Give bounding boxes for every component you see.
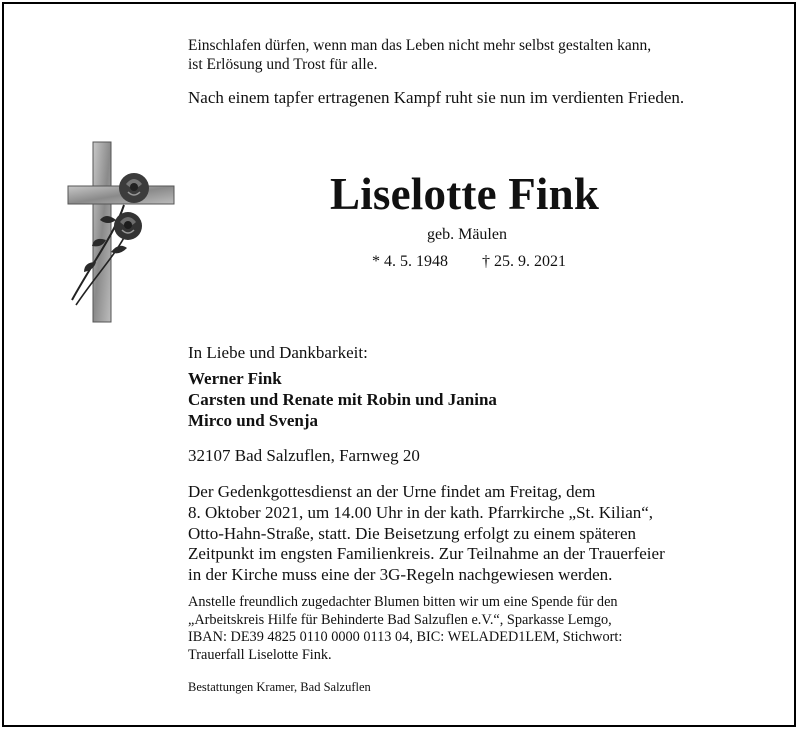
death-date: † 25. 9. 2021: [482, 253, 566, 270]
mourners-list: [188, 368, 497, 431]
mourners-address: 32107 Bad Salzuflen, Farnweg 20: [188, 446, 420, 465]
donation-line: Trauerfall Liselotte Fink.: [188, 646, 332, 663]
donation-text: [188, 594, 622, 664]
undertaker: Bestattungen Kramer, Bad Salzuflen: [188, 680, 371, 694]
motto: [188, 36, 651, 74]
donation-line: IBAN: DE39 4825 0110 0000 0113 04, BIC: WELADED1LEM, Stichwort:: [188, 629, 623, 645]
mourner-name: Werner Fink: [188, 369, 282, 388]
donation-line: „Arbeitskreis Hilfe für Behinderte Bad Salzuflen e.V.“, Sparkasse Lemgo,: [188, 611, 612, 628]
service-line: Otto-Hahn-Straße, statt. Die Beisetzung erfolgt zu einem späteren: [188, 523, 636, 543]
service-line: Der Gedenkgottesdienst an der Urne findet am Freitag, dem: [188, 482, 596, 501]
service-text: [188, 482, 665, 586]
donation-line: Anstelle freundlich zugedachter Blumen bitten wir um eine Spende für den: [188, 594, 618, 610]
motto-line-2: ist Erlösung und Trost für alle.: [188, 56, 378, 73]
deceased-name: Liselotte Fink: [330, 169, 600, 219]
mourner-name: Carsten und Renate mit Robin und Janina: [188, 390, 497, 409]
service-line: Zeitpunkt im engsten Familienkreis. Zur Teilnahme an der Trauerfeier: [188, 544, 665, 564]
cross-with-roses-icon: [66, 140, 176, 325]
mourners-intro: In Liebe und Dankbarkeit:: [188, 343, 368, 362]
service-line: in der Kirche muss eine der 3G-Regeln nachgewiesen werden.: [188, 565, 613, 585]
motto-line-3: Nach einem tapfer ertragenen Kampf ruht sie nun im verdienten Frieden.: [188, 88, 685, 107]
birth-name: geb. Mäulen: [427, 226, 507, 243]
birth-date: * 4. 5. 1948: [372, 253, 448, 270]
service-line: 8. Oktober 2021, um 14.00 Uhr in der kath. Pfarrkirche „St. Kilian“,: [188, 502, 654, 522]
mourner-name: Mirco und Svenja: [188, 411, 319, 430]
motto-line-1: Einschlafen dürfen, wenn man das Leben nicht mehr selbst gestalten kann,: [188, 37, 652, 54]
